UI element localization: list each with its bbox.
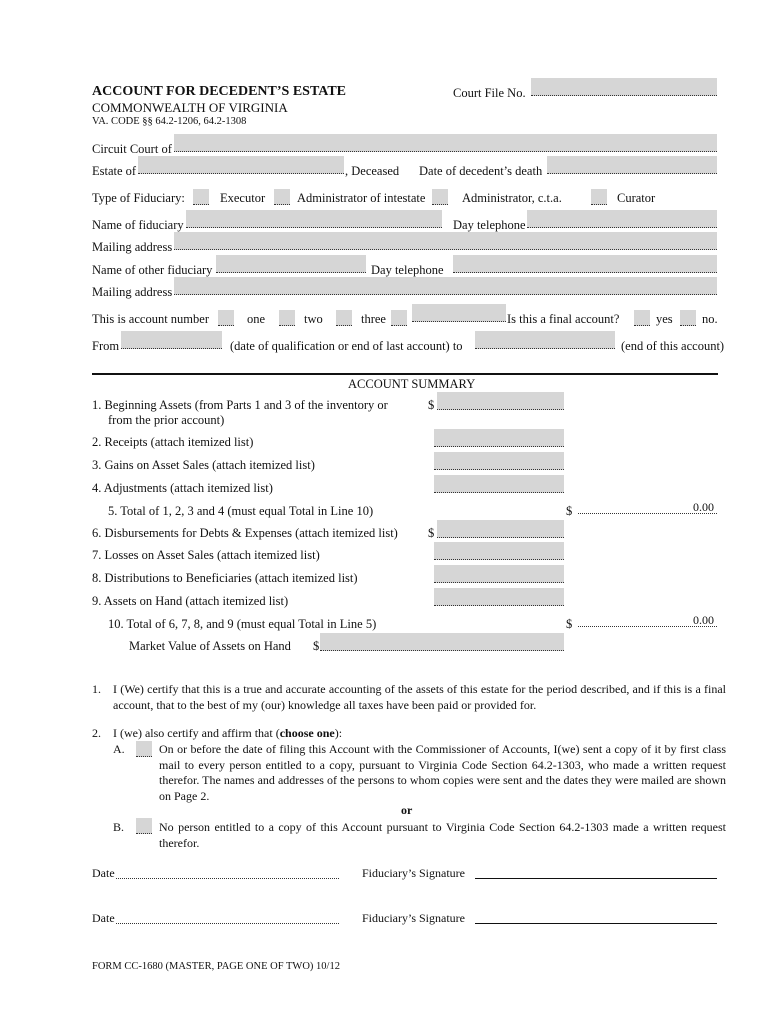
summary-line-3: 3. Gains on Asset Sales (attach itemized list) [92, 458, 315, 472]
dollar-sign-6: $ [428, 526, 435, 540]
account-other-field[interactable] [412, 304, 506, 322]
final-no-label: no. [702, 312, 718, 326]
signature-field-2[interactable] [475, 911, 717, 924]
form-title: ACCOUNT FOR DECEDENT’S ESTATE [92, 84, 346, 99]
date-field-1[interactable] [116, 866, 339, 879]
summary-line-9: 9. Assets on Hand (attach itemized list) [92, 594, 289, 608]
option-b-checkbox[interactable] [136, 818, 152, 834]
account-three-label: three [361, 312, 386, 326]
signature-label-1: Fiduciary’s Signature [362, 866, 465, 880]
to-date-field[interactable] [475, 331, 615, 349]
losses-field[interactable] [434, 542, 564, 560]
cert-1-text: I (We) certify that this is a true and accurate accounting of the assets of this estate for the period described, and if this is a final account, that to the best of my (our) knowledge all taxes have been paid or provided for. [113, 682, 726, 712]
beginning-assets-field[interactable] [437, 392, 564, 410]
from-note: (date of qualification or end of last account) to [230, 339, 463, 353]
final-yes-checkbox[interactable] [634, 310, 650, 326]
form-subtitle: COMMONWEALTH OF VIRGINIA [92, 100, 288, 115]
executor-label: Executor [220, 191, 266, 205]
summary-line-8: 8. Distributions to Beneficiaries (attach itemized list) [92, 571, 358, 585]
summary-heading: ACCOUNT SUMMARY [348, 377, 476, 391]
final-yes-label: yes [656, 312, 673, 326]
option-b-label: B. [113, 820, 125, 834]
court-file-field[interactable] [531, 78, 717, 96]
section-divider [92, 373, 718, 375]
name-fiduciary-field[interactable] [186, 210, 442, 228]
summary-line-6: 6. Disbursements for Debts & Expenses (attach itemized list) [92, 526, 398, 540]
option-b-text: No person entitled to a copy of this Account pursuant to Virginia Code Section 64.2-1303 made a written request therefor. [159, 820, 726, 850]
day-telephone-field-2[interactable] [453, 255, 717, 273]
deceased-label: , Deceased [345, 164, 400, 178]
day-telephone-label: Day telephone [453, 218, 526, 232]
date-field-2[interactable] [116, 911, 339, 924]
disbursements-field[interactable] [437, 520, 564, 538]
account-two-label: two [304, 312, 323, 326]
date-of-death-field[interactable] [547, 156, 717, 174]
adjustments-field[interactable] [434, 475, 564, 493]
market-value-label: Market Value of Assets on Hand [129, 639, 291, 653]
day-telephone-field[interactable] [527, 210, 717, 228]
dollar-sign-1: $ [428, 398, 435, 412]
option-a-text: On or before the date of filing this Account with the Commissioner of Accounts, I(we) sent a copy of it by first class mail to every person entitled to a copy, pursuant to Virginia Code Section 64.2-1303, who made a written request therefor. The names and addresses of the persons to whom copies were sent and the dates they were mailed are shown on Page 2. [159, 742, 726, 803]
market-value-field[interactable] [320, 633, 564, 651]
dollar-sign-market: $ [313, 639, 320, 653]
account-number-label: This is account number [92, 312, 209, 326]
summary-line-1a: 1. Beginning Assets (from Parts 1 and 3 of the inventory or [92, 398, 388, 412]
cert-2-bold: choose one [279, 726, 335, 740]
mailing-address-label: Mailing address [92, 240, 173, 254]
administrator-cta-checkbox[interactable] [432, 189, 448, 205]
cert-2-post: ): [334, 726, 343, 740]
summary-line-5: 5. Total of 1, 2, 3 and 4 (must equal Total in Line 10) [108, 504, 374, 518]
or-separator: or [401, 803, 413, 817]
account-two-checkbox[interactable] [279, 310, 295, 326]
executor-checkbox[interactable] [193, 189, 209, 205]
name-fiduciary-label: Name of fiduciary [92, 218, 184, 232]
account-other-checkbox[interactable] [391, 310, 407, 326]
day-telephone-label-2: Day telephone [371, 263, 444, 277]
summary-line-1b: from the prior account) [108, 413, 225, 427]
total-5-value: 0.00 [693, 500, 714, 514]
account-one-checkbox[interactable] [218, 310, 234, 326]
mailing-address-field-2[interactable] [174, 277, 717, 295]
fiduciary-type-label: Type of Fiduciary: [92, 191, 185, 205]
circuit-court-field[interactable] [174, 134, 717, 152]
va-code: VA. CODE §§ 64.2-1206, 64.2-1308 [92, 116, 247, 127]
curator-label: Curator [617, 191, 656, 205]
date-of-death-label: Date of decedent’s death [419, 164, 543, 178]
account-one-label: one [247, 312, 266, 326]
summary-line-2: 2. Receipts (attach itemized list) [92, 435, 254, 449]
dollar-sign-5: $ [566, 504, 573, 518]
cert-2-pre: I (we) also certify and affirm that ( [113, 726, 280, 740]
other-fiduciary-field[interactable] [216, 255, 366, 273]
date-label-1: Date [92, 866, 115, 880]
date-label-2: Date [92, 911, 115, 925]
administrator-intestate-label: Administrator of intestate [297, 191, 426, 205]
option-a-checkbox[interactable] [136, 741, 152, 757]
cert-2-number: 2. [92, 726, 101, 740]
dollar-sign-10: $ [566, 617, 573, 631]
from-date-field[interactable] [121, 331, 222, 349]
assets-on-hand-field[interactable] [434, 588, 564, 606]
circuit-court-label: Circuit Court of [92, 142, 172, 156]
gains-field[interactable] [434, 452, 564, 470]
mailing-address-label-2: Mailing address [92, 285, 173, 299]
cert-1-number: 1. [92, 682, 101, 696]
signature-label-2: Fiduciary’s Signature [362, 911, 465, 925]
estate-field[interactable] [138, 156, 344, 174]
account-three-checkbox[interactable] [336, 310, 352, 326]
administrator-intestate-checkbox[interactable] [274, 189, 290, 205]
summary-line-7: 7. Losses on Asset Sales (attach itemized list) [92, 548, 320, 562]
final-no-checkbox[interactable] [680, 310, 696, 326]
cert-2-text [113, 726, 342, 741]
summary-line-4: 4. Adjustments (attach itemized list) [92, 481, 273, 495]
court-file-label: Court File No. [453, 86, 526, 100]
curator-checkbox[interactable] [591, 189, 607, 205]
summary-line-10: 10. Total of 6, 7, 8, and 9 (must equal Total in Line 5) [108, 617, 377, 631]
option-a-label: A. [113, 742, 125, 756]
estate-label: Estate of [92, 164, 137, 178]
to-note: (end of this account) [621, 339, 725, 353]
mailing-address-field[interactable] [174, 232, 717, 250]
receipts-field[interactable] [434, 429, 564, 447]
signature-field-1[interactable] [475, 866, 717, 879]
total-10-value: 0.00 [693, 613, 714, 627]
other-fiduciary-label: Name of other fiduciary [92, 263, 213, 277]
from-label: From [92, 339, 120, 353]
final-account-label: Is this a final account? [507, 312, 620, 326]
administrator-cta-label: Administrator, c.t.a. [462, 191, 562, 205]
form-footer: FORM CC-1680 (MASTER, PAGE ONE OF TWO) 10/12 [92, 961, 340, 972]
distributions-field[interactable] [434, 565, 564, 583]
